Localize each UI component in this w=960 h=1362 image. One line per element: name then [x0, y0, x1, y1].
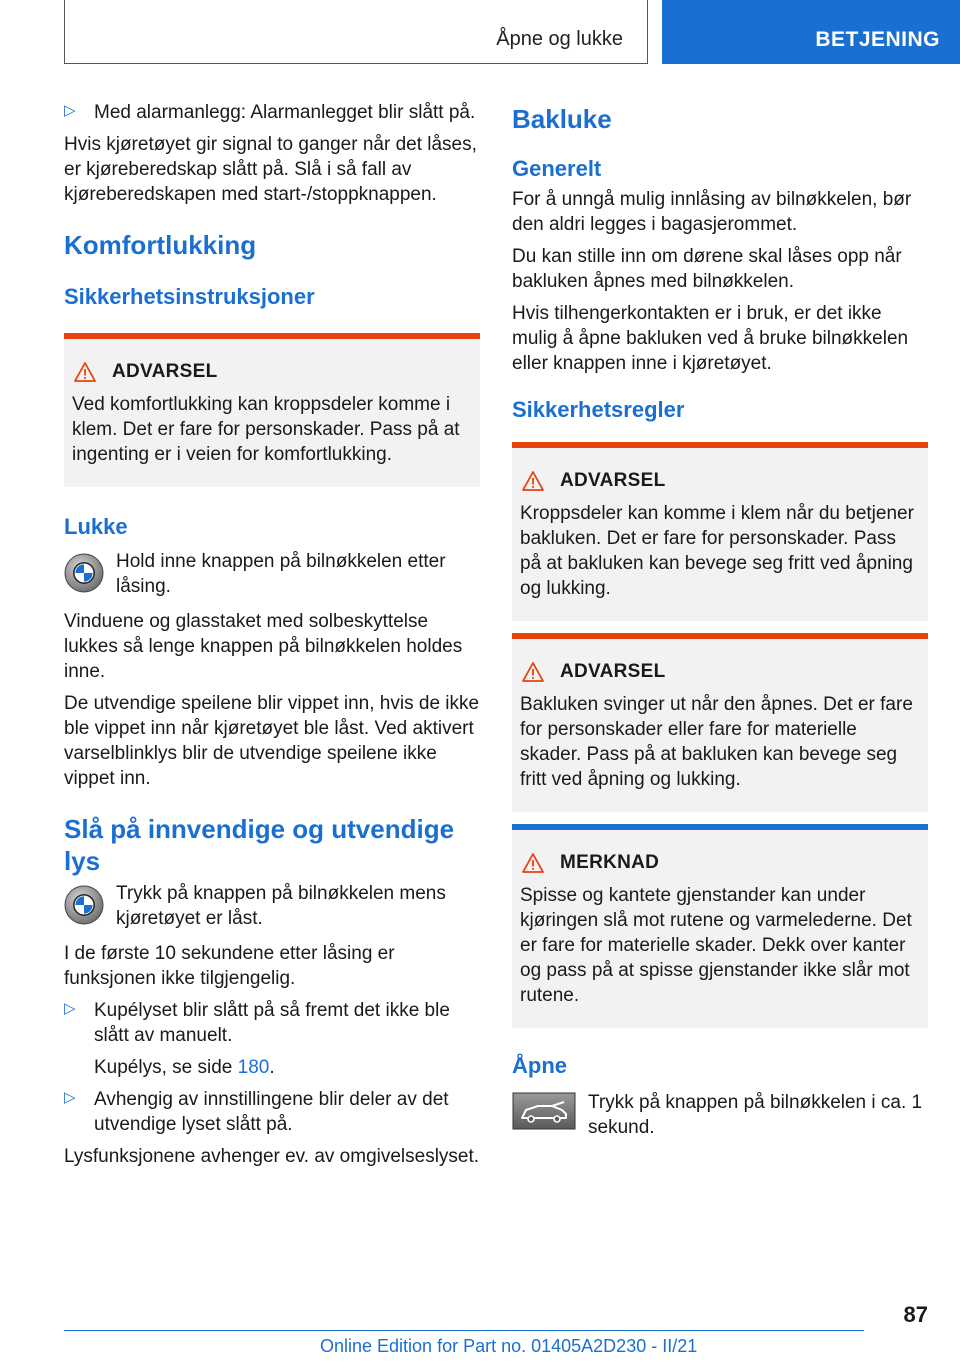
car-tailgate-icon — [512, 1092, 576, 1130]
notice-box — [512, 824, 928, 1028]
warning-title: ADVARSEL — [112, 361, 218, 382]
paragraph: Hvis kjøretøyet gir signal to ganger når det låses, er kjøreberedskap slått på. Slå i så fall av kjøreberedskapen med start-/stoppknappen. — [64, 134, 477, 205]
key-instruction-text: Trykk på knappen på bilnøkkelen mens kjøretøyet er låst. — [116, 883, 446, 929]
warning-triangle-icon — [522, 471, 544, 491]
right-column — [512, 100, 928, 1150]
triangle-right-icon: ▷ — [64, 102, 76, 119]
heading-bakluke: Bakluke — [512, 104, 612, 134]
paragraph: I de første 10 sekundene etter låsing er funksjonen ikke tilgjengelig. — [64, 943, 395, 989]
left-column — [64, 100, 480, 1176]
paragraph: Hvis tilhengerkontakten er i bruk, er det ikke mulig å åpne bakluken ved å bruke bilnøkkelen eller knappen inne i kjøretøyet. — [512, 303, 909, 374]
triangle-right-icon: ▷ — [64, 1000, 76, 1017]
footer-edition: Online Edition for Part no. 01405A2D230 - II/21 — [320, 1336, 698, 1356]
header-chapter-title: BETJENING — [815, 28, 940, 51]
paragraph: Vinduene og glasstaket med solbeskyttelse lukkes så lenge knappen på bilnøkkelen holdes inne. — [64, 611, 463, 682]
list-item — [64, 100, 480, 125]
heading-sikkerhetsregler: Sikkerhetsregler — [512, 397, 685, 422]
warning-triangle-icon — [74, 362, 96, 382]
tailgate-instruction — [512, 1090, 928, 1140]
paragraph: Lysfunksjonene avhenger ev. av omgivelseslyset. — [64, 1146, 480, 1167]
heading-komfortlukking: Komfortlukking — [64, 230, 257, 260]
bullet-text: Med alarmanlegg: Alarmanlegget blir slått på. — [94, 102, 476, 123]
heading-sikkerhetsinstruksjoner: Sikkerhetsinstruksjoner — [64, 284, 315, 309]
notice-title: MERKNAD — [560, 852, 660, 873]
page-reference: Kupélys, se side 180. — [94, 1057, 275, 1078]
header-section-box — [64, 0, 648, 64]
notice-text: Spisse og kantete gjenstander kan under kjøringen slå mot rutene og varmelederne. Det er fare for materielle skader. Dekk over kanter og pass på at spisse gjenstander ikke slår mot rutene. — [520, 885, 912, 1006]
bullet-text: Kupélyset blir slått på så fremt det ikke ble slått av manuelt. — [94, 1000, 450, 1046]
warning-box — [512, 442, 928, 621]
warning-text: Kroppsdeler kan komme i klem når du betjener bakluken. Det er fare for personskader. Pass på at bakluken kan bevege seg fritt ved åpning og lukking. — [520, 503, 914, 599]
header-chapter-tab[interactable] — [662, 0, 960, 64]
paragraph: De utvendige speilene blir vippet inn, hvis de ikke ble vippet inn når kjøretøyet ble låst. Ved aktivert varselblinklys blir de utvendige speilene ikke vippet inn. — [64, 693, 480, 789]
warning-triangle-icon — [522, 853, 544, 873]
warning-box — [512, 633, 928, 812]
warning-text: Ved komfortlukking kan kroppsdeler komme i klem. Det er fare for personskader. Pass på at ingenting er i veien for komfortlukking. — [72, 394, 460, 465]
bmw-key-button-icon — [64, 885, 104, 925]
heading-lys: Slå på innvendige og utvendige lys — [64, 814, 455, 876]
page-number: 87 — [903, 1302, 928, 1327]
heading-apne: Åpne — [512, 1053, 567, 1078]
paragraph: For å unngå mulig innlåsing av bilnøkkelen, bør den aldri legges i bagasjerommet. — [512, 189, 912, 235]
tailgate-instruction-text: Trykk på knappen på bilnøkkelen i ca. 1 sekund. — [588, 1092, 923, 1138]
heading-lukke: Lukke — [64, 514, 128, 539]
key-instruction-text: Hold inne knappen på bilnøkkelen etter låsing. — [116, 551, 446, 597]
warning-title: ADVARSEL — [560, 661, 666, 682]
triangle-right-icon: ▷ — [64, 1089, 76, 1106]
header-section-title: Åpne og lukke — [496, 28, 623, 50]
key-instruction — [64, 881, 480, 931]
warning-text: Bakluken svinger ut når den åpnes. Det er fare for personskader eller fare for materielle skader. Pass på at bakluken kan bevege seg fritt ved åpning og lukking. — [520, 694, 913, 790]
heading-generelt: Generelt — [512, 156, 602, 181]
key-instruction — [64, 549, 480, 599]
warning-title: ADVARSEL — [560, 470, 666, 491]
page-link[interactable]: 180 — [237, 1057, 270, 1078]
footer-divider — [64, 1330, 864, 1331]
paragraph: Du kan stille inn om dørene skal låses opp når bakluken åpnes med bilnøkkelen. — [512, 246, 902, 292]
warning-box — [64, 333, 480, 487]
warning-triangle-icon — [522, 662, 544, 682]
bmw-key-button-icon — [64, 553, 104, 593]
bullet-text: Avhengig av innstillingene blir deler av det utvendige lyset slått på. — [94, 1089, 449, 1135]
list-item — [64, 998, 480, 1080]
list-item — [64, 1087, 480, 1137]
